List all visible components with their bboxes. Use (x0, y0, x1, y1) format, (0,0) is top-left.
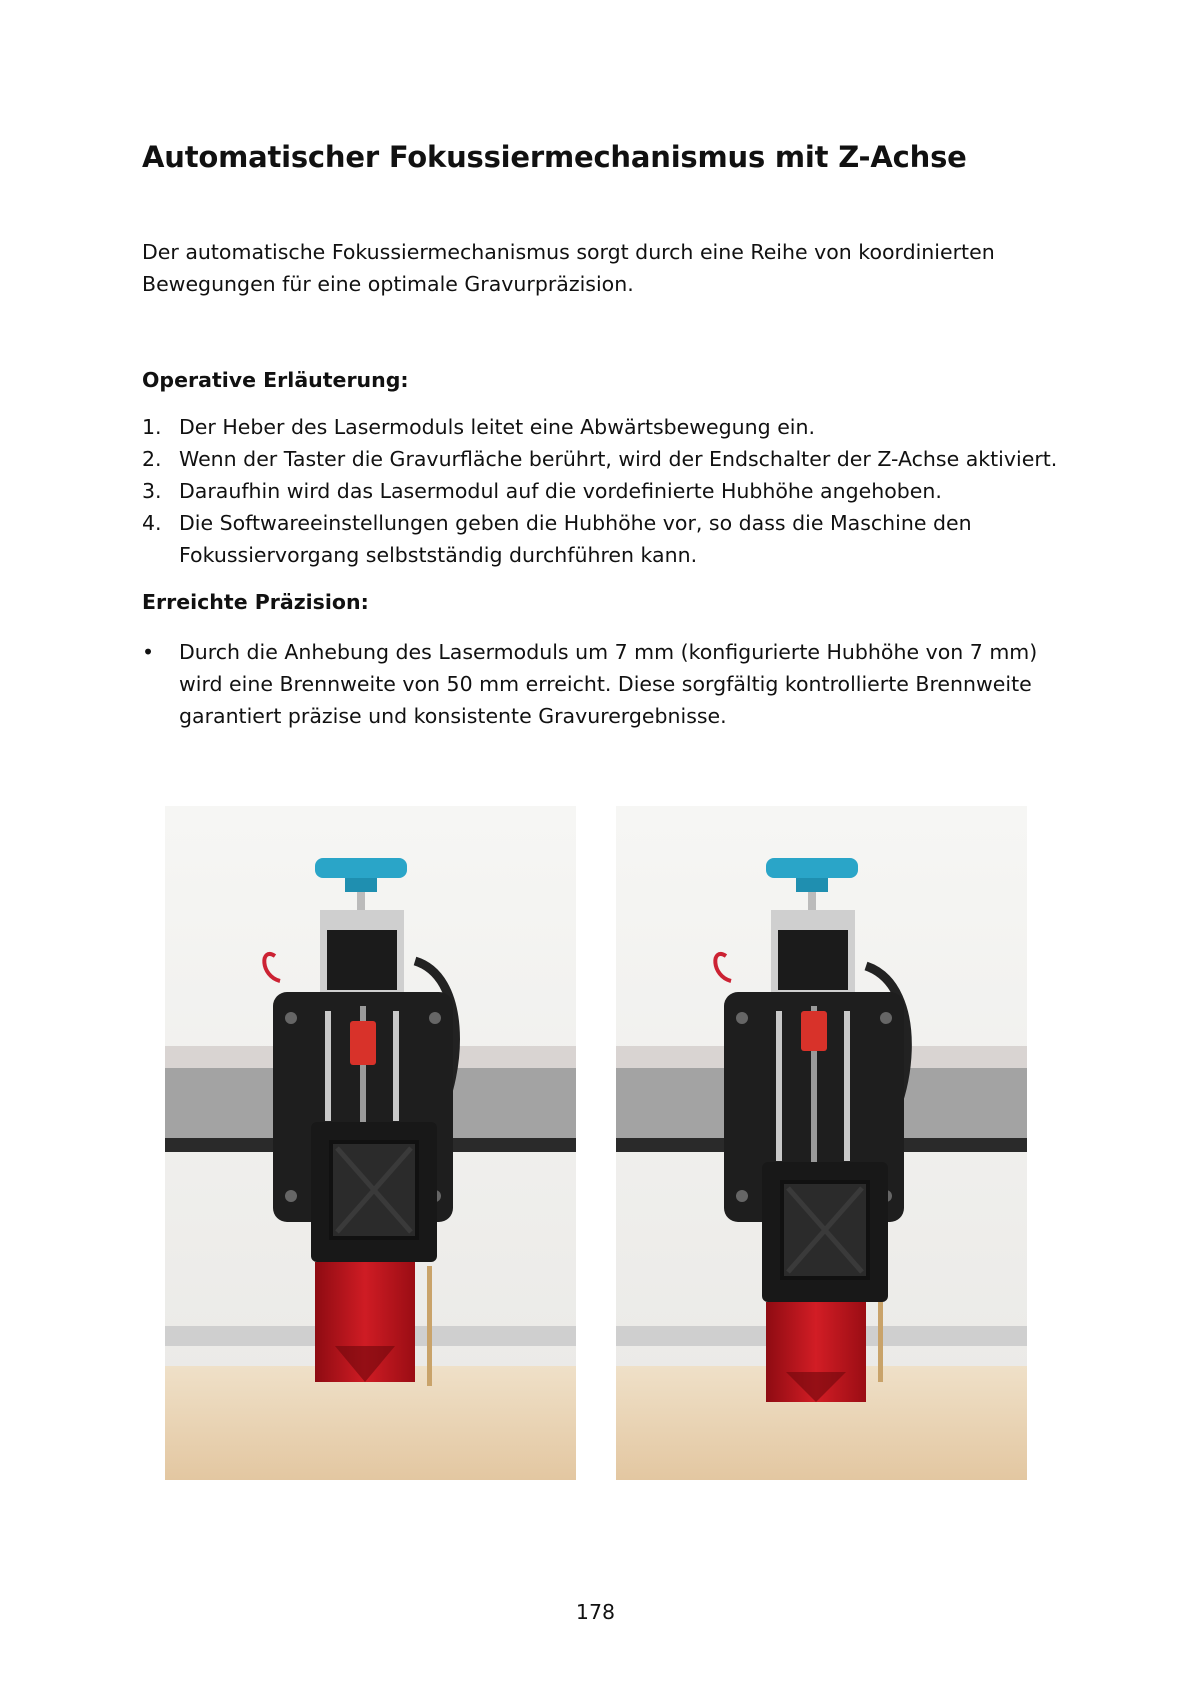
list-item (142, 411, 1062, 443)
list-item (142, 475, 1062, 507)
operation-steps (142, 411, 1062, 571)
page-title: Automatischer Fokussiermechanismus mit Z-Achse (142, 140, 967, 174)
page-number: 178 (575, 1600, 616, 1624)
intro-paragraph: Der automatische Fokussiermechanismus sorgt durch eine Reihe von koordinierten Bewegungen für eine optimale Gravurpräzision. (142, 240, 995, 296)
step-number: 4. (142, 511, 162, 535)
operation-heading: Operative Erläuterung: (142, 368, 409, 392)
bullet-text: Durch die Anhebung des Lasermoduls um 7 mm (konfigurierte Hubhöhe von 7 mm) wird eine Brennweite von 50 mm erreicht. Diese sorgfältig kontrollierte Brennweite garantiert präzise und konsistente Gravurergebnisse. (179, 640, 1038, 728)
laser-module-raised-photo (616, 806, 1027, 1480)
precision-list (142, 636, 1062, 732)
step-text: Der Heber des Lasermoduls leitet eine Abwärtsbewegung ein. (179, 415, 816, 439)
list-item (142, 507, 1062, 571)
laser-module-lowered-photo (165, 806, 576, 1480)
step-number: 3. (142, 479, 162, 503)
step-text: Die Softwareeinstellungen geben die Hubhöhe vor, so dass die Maschine den Fokussiervorgang selbstständig durchführen kann. (179, 511, 972, 567)
step-text: Wenn der Taster die Gravurfläche berührt, wird der Endschalter der Z-Achse aktiviert. (179, 447, 1058, 471)
step-number: 1. (142, 415, 162, 439)
step-text: Daraufhin wird das Lasermodul auf die vordefinierte Hubhöhe angehoben. (179, 479, 942, 503)
list-item (142, 636, 1062, 732)
precision-heading: Erreichte Präzision: (142, 590, 369, 614)
bullet-marker: • (142, 640, 155, 664)
list-item (142, 443, 1062, 475)
step-number: 2. (142, 447, 162, 471)
